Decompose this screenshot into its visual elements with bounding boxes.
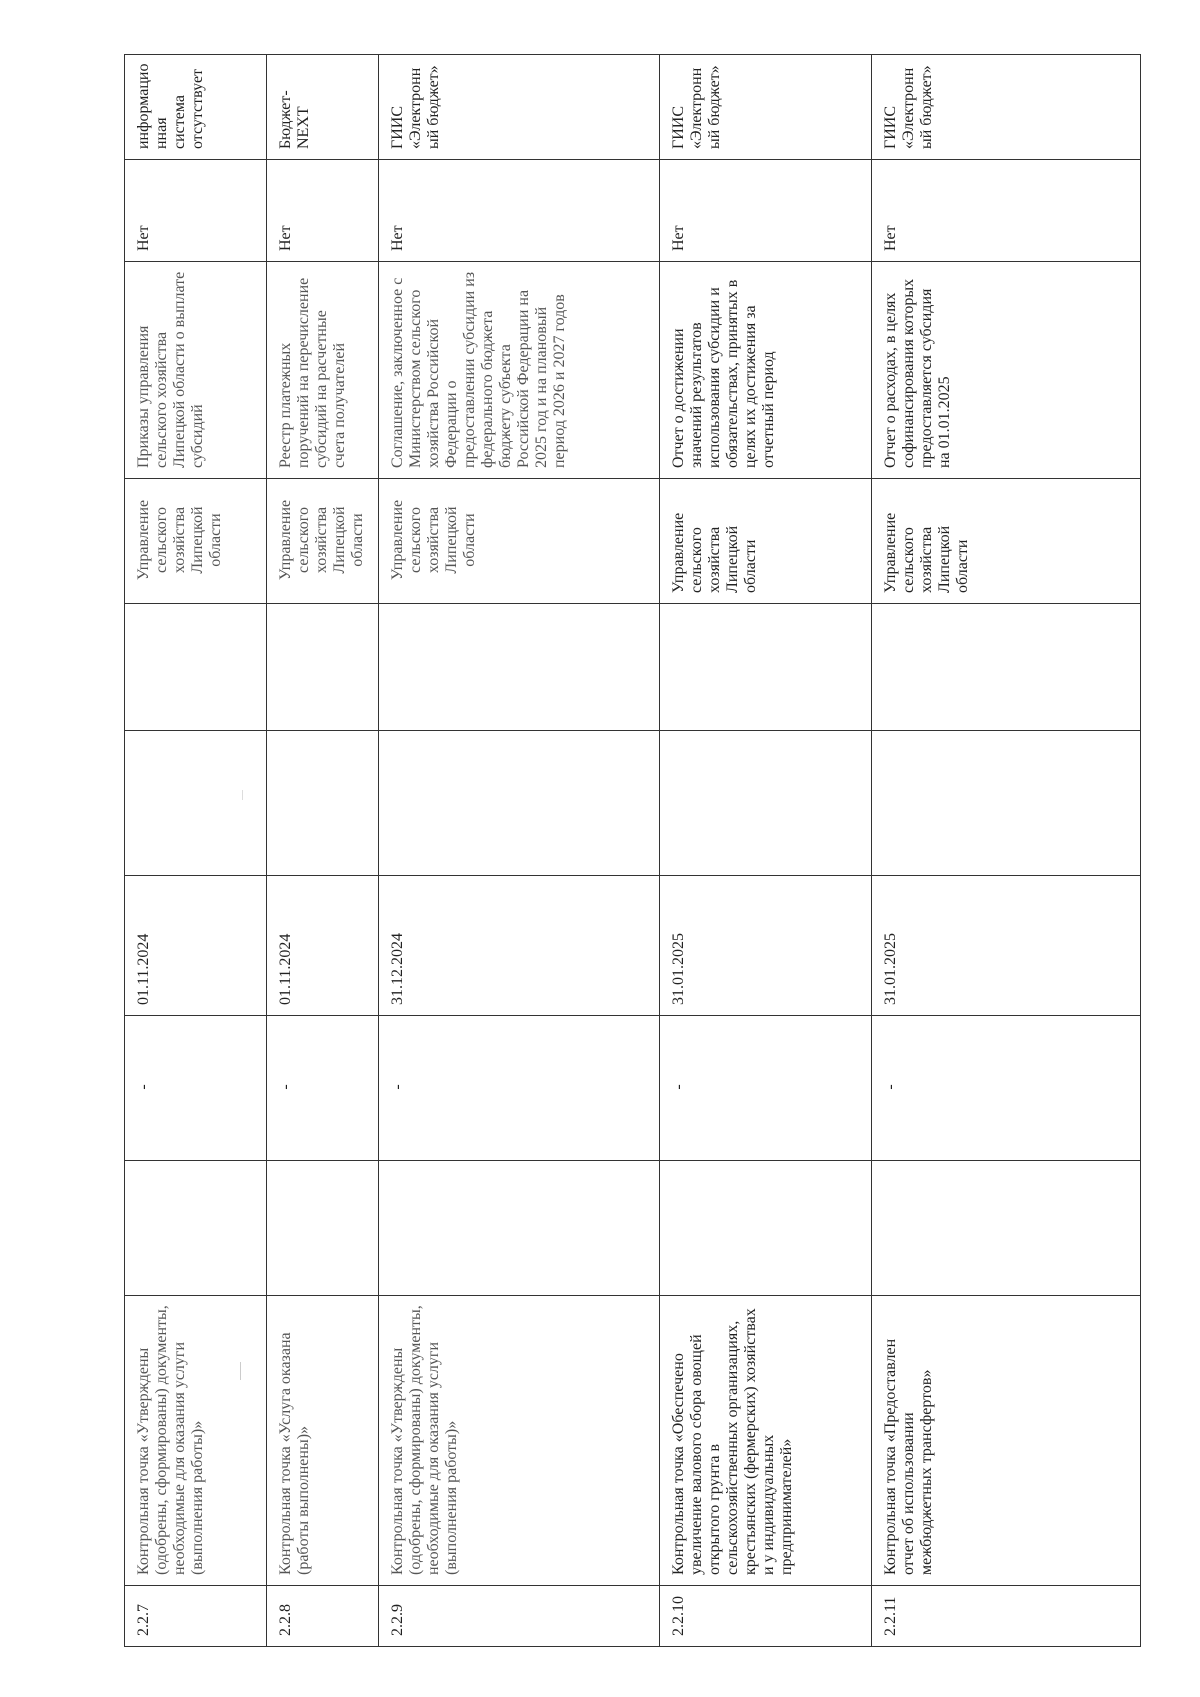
information-system-cell: Бюджет-NEXT [267, 55, 379, 160]
empty-cell [660, 604, 872, 731]
flag-cell: Нет [125, 160, 267, 262]
dash-cell: - [872, 1016, 1141, 1161]
table-row [267, 55, 379, 1647]
document-cell: Отчет о расходах, в целях софинансирования которых предоставляется субсидия на 01.01.2025 [872, 262, 1141, 479]
row-number: 2.2.8 [267, 1586, 379, 1647]
empty-cell [379, 731, 660, 876]
responsible-cell: Управление сельского хозяйства Липецкой области [267, 479, 379, 604]
rotated-landscape-page [124, 55, 1140, 1647]
dash-cell: - [379, 1016, 660, 1161]
flag-cell: Нет [379, 160, 660, 262]
information-system-cell: ГИИС «Электронный бюджет» [872, 55, 1141, 160]
empty-cell [872, 604, 1141, 731]
document-cell: Приказы управления сельского хозяйства Липецкой области о выплате субсидий [125, 262, 267, 479]
control-point-name: Контрольная точка «Утверждены (одобрены, сформированы) документы, необходимые для оказания услуги (выполнения работы)» [125, 1296, 267, 1586]
flag-cell: Нет [872, 160, 1141, 262]
date-cell: 01.11.2024 [125, 876, 267, 1016]
empty-cell [125, 1161, 267, 1296]
control-point-name: Контрольная точка «Утверждены (одобрены, сформированы) документы, необходимые для оказания услуги (выполнения работы)» [379, 1296, 660, 1586]
control-points-table [124, 54, 1141, 1647]
empty-cell [379, 604, 660, 731]
date-cell: 31.12.2024 [379, 876, 660, 1016]
document-cell: Реестр платежных поручений на перечисление субсидий на расчетные счета получателей [267, 262, 379, 479]
empty-cell [660, 731, 872, 876]
empty-cell [125, 604, 267, 731]
empty-cell [267, 731, 379, 876]
row-number: 2.2.11 [872, 1586, 1141, 1647]
empty-cell [660, 1161, 872, 1296]
information-system-cell: информационная система отсутствует [125, 55, 267, 160]
flag-cell: Нет [660, 160, 872, 262]
empty-cell [872, 1161, 1141, 1296]
dash-cell: - [267, 1016, 379, 1161]
date-cell: 01.11.2024 [267, 876, 379, 1016]
flag-cell: Нет [267, 160, 379, 262]
responsible-cell: Управление сельского хозяйства Липецкой области [872, 479, 1141, 604]
empty-cell [125, 731, 267, 876]
row-number: 2.2.10 [660, 1586, 872, 1647]
control-point-name: Контрольная точка «Обеспечено увеличение валового сбора овощей открытого грунта в сельскохозяйственных организациях, крестьянских (фермерских) хозяйствах и у индивидуальных предпринимателей» [660, 1296, 872, 1586]
control-point-name: Контрольная точка «Услуга оказана (работы выполнены)» [267, 1296, 379, 1586]
row-number: 2.2.7 [125, 1586, 267, 1647]
empty-cell [379, 1161, 660, 1296]
dash-cell: - [125, 1016, 267, 1161]
document-cell: Соглашение, заключенное с Министерством сельского хозяйства Российской Федерации о предоставлении субсидии из федерального бюджета бюджету субъекта Российской Федерации на 2025 год и на плановый период 2026 и 2027 годов [379, 262, 660, 479]
document-cell: Отчет о достижении значений результатов использования субсидии и обязательствах, принятых в целях их достижения за отчетный период [660, 262, 872, 479]
table-row [125, 55, 267, 1647]
responsible-cell: Управление сельского хозяйства Липецкой области [125, 479, 267, 604]
row-number: 2.2.9 [379, 1586, 660, 1647]
control-point-name: Контрольная точка «Предоставлен отчет об использовании межбюджетных трансфертов» [872, 1296, 1141, 1586]
table-row [660, 55, 872, 1647]
table-row [379, 55, 660, 1647]
information-system-cell: ГИИС «Электронный бюджет» [660, 55, 872, 160]
responsible-cell: Управление сельского хозяйства Липецкой области [379, 479, 660, 604]
empty-cell [872, 731, 1141, 876]
table-row [872, 55, 1141, 1647]
information-system-cell: ГИИС «Электронный бюджет» [379, 55, 660, 160]
empty-cell [267, 604, 379, 731]
date-cell: 31.01.2025 [872, 876, 1141, 1016]
empty-cell [267, 1161, 379, 1296]
responsible-cell: Управление сельского хозяйства Липецкой области [660, 479, 872, 604]
date-cell: 31.01.2025 [660, 876, 872, 1016]
dash-cell: - [660, 1016, 872, 1161]
